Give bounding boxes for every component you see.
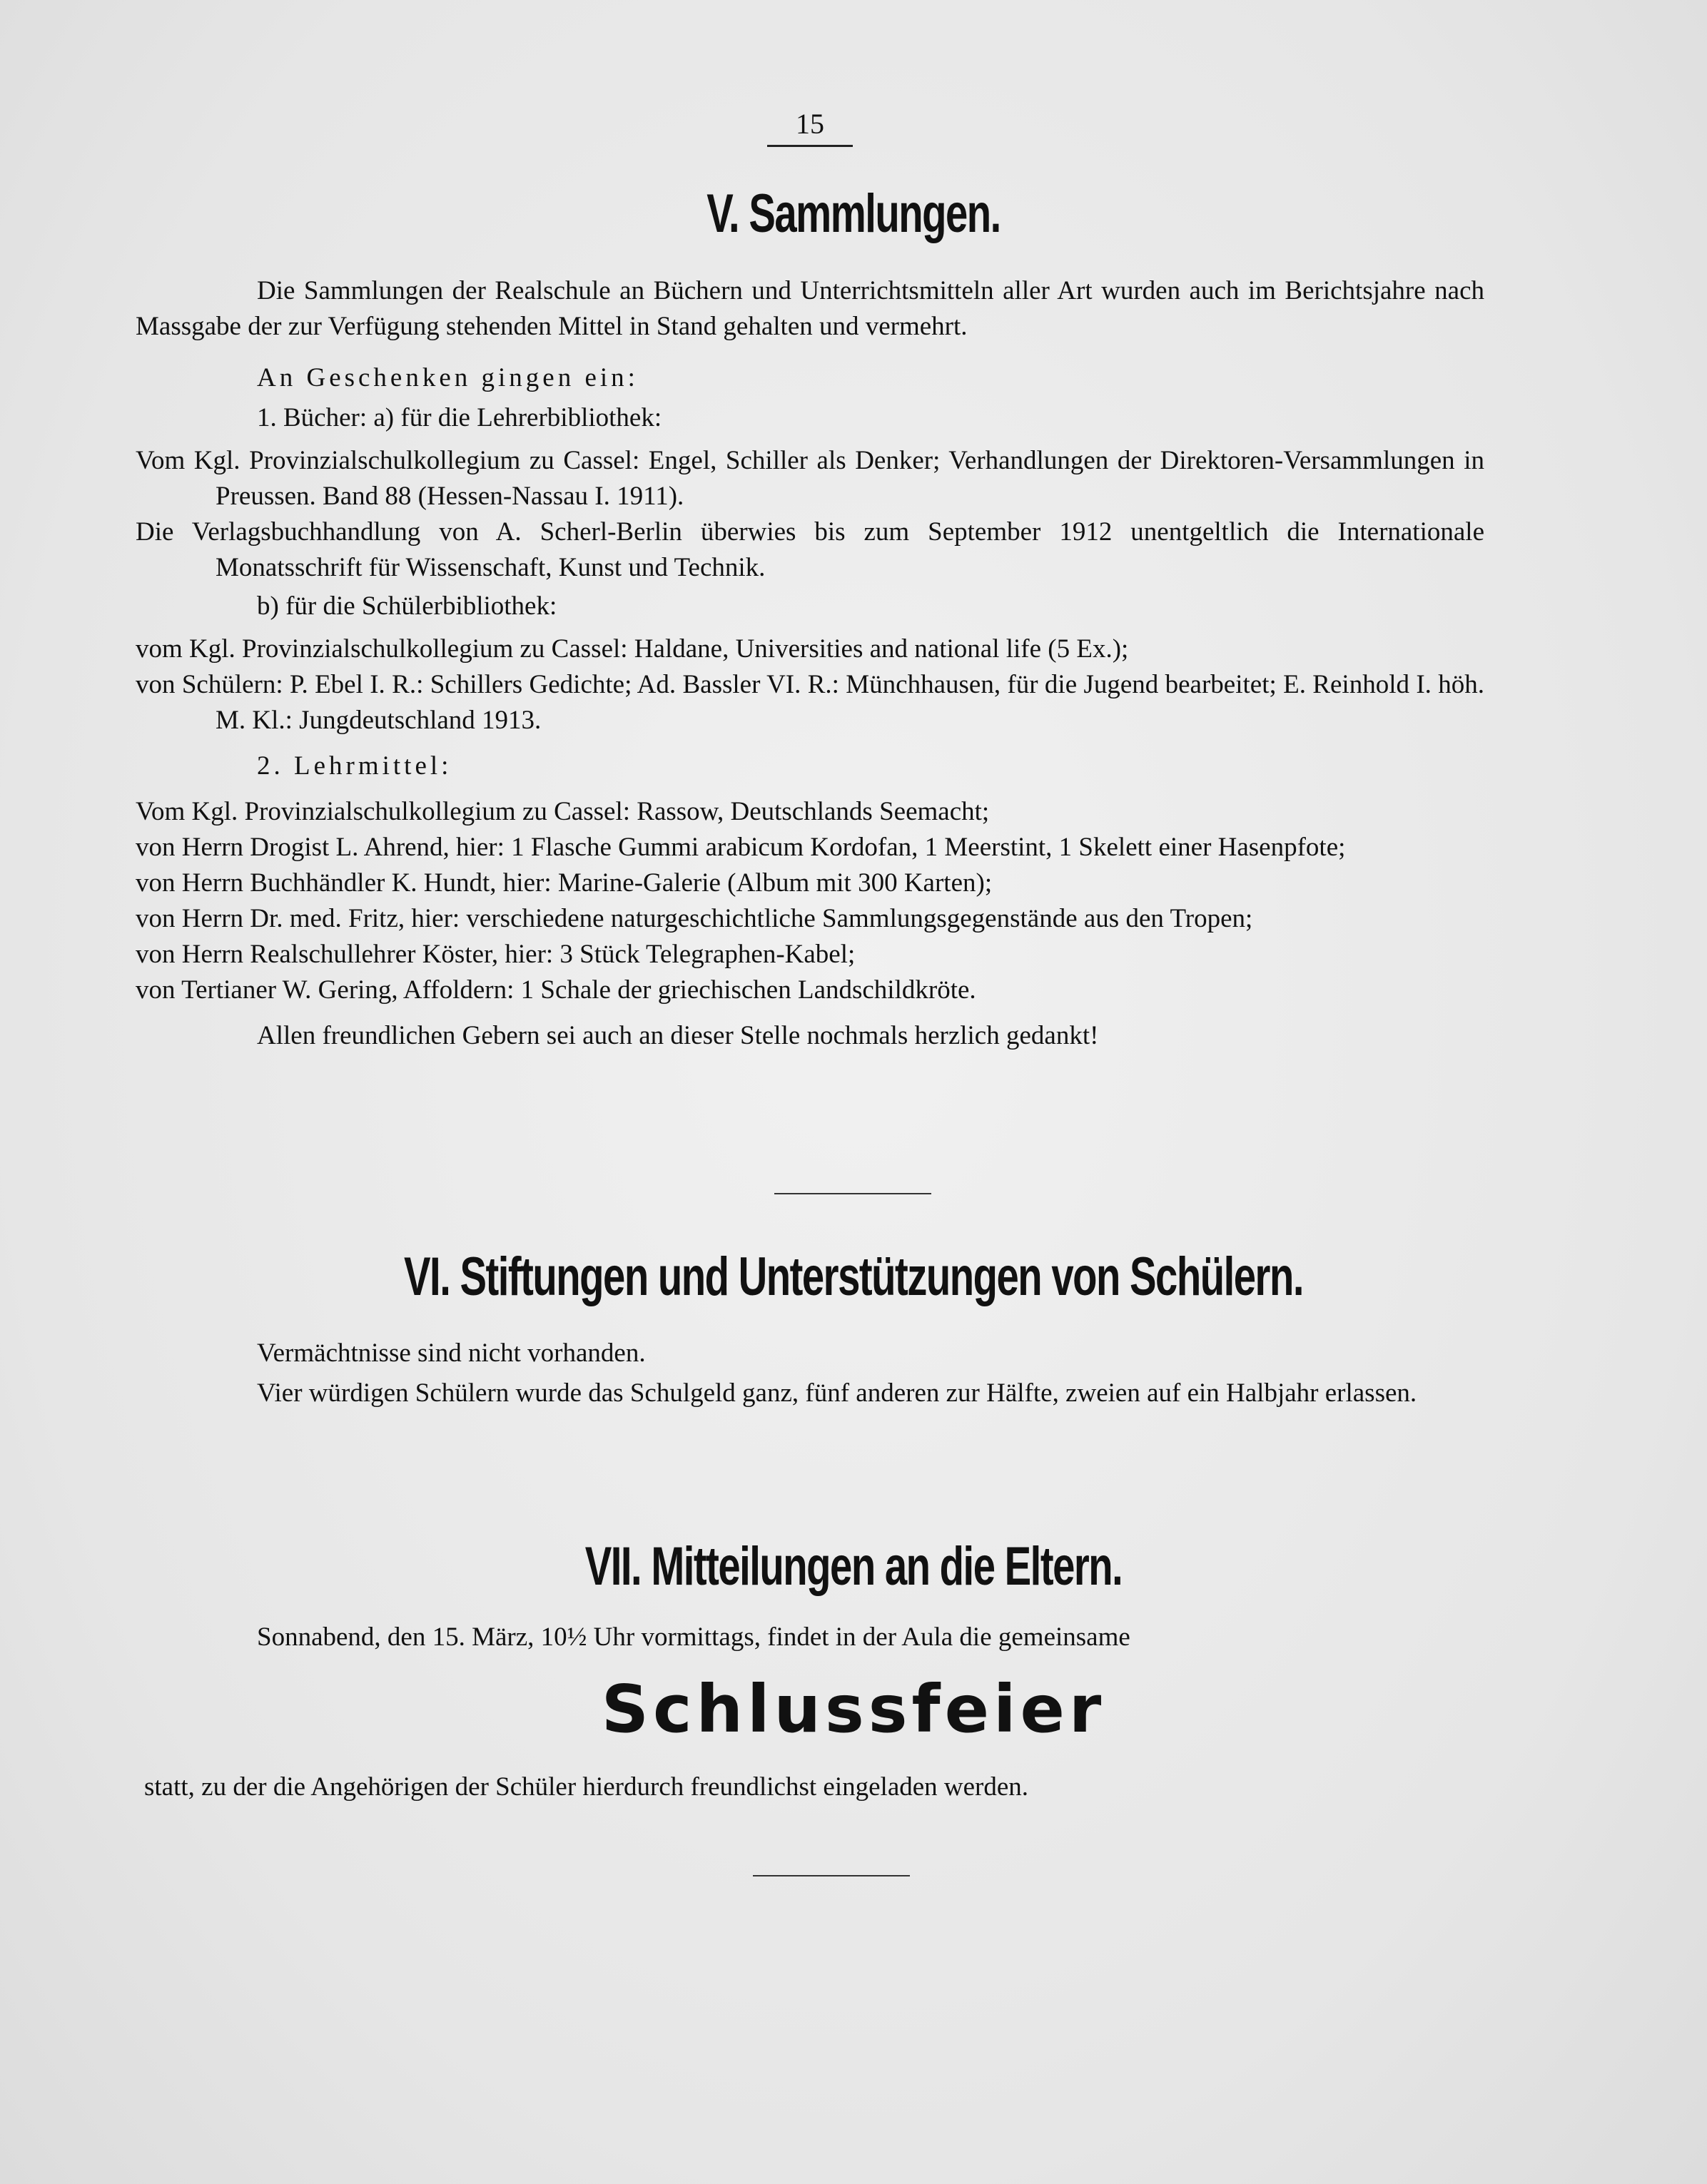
section-v-intro: Die Sammlungen der Realschule an Büchern und Unterrichtsmitteln aller Art wurden auch im Berichtsjahre nach Massgabe der zur Verfügung stehenden Mittel in Stand gehalten und vermehrt. bbox=[136, 276, 1484, 341]
materials-entry: Vom Kgl. Provinzialschulkollegium zu Cassel: Rassow, Deutschlands Seemacht; bbox=[136, 797, 990, 826]
gifts-heading: An Geschenken gingen ein: bbox=[257, 363, 639, 392]
page-number: 15 bbox=[796, 108, 824, 140]
legacies-note: Vermächtnisse sind nicht vorhanden. bbox=[257, 1339, 646, 1368]
section-vii-invitation bbox=[136, 1769, 1484, 1805]
section-v-body bbox=[136, 273, 1484, 1054]
page-number-rule bbox=[767, 145, 853, 147]
pupil-lib-entry: von Schülern: P. Ebel I. R.: Schillers Gedichte; Ad. Bassler VI. R.: Münchhausen, für die Jugend bearbeitet; E. Reinhold I. höh. M. Kl.: Jungdeutschland 1913. bbox=[136, 670, 1484, 735]
materials-entry: von Herrn Dr. med. Fritz, hier: verschiedene naturgeschichtliche Sammlungsgegenstände aus den Tropen; bbox=[136, 904, 1253, 933]
fees-note: Vier würdigen Schülern wurde das Schulgeld ganz, fünf anderen zur Hälfte, zweien auf ein Halbjahr erlassen. bbox=[257, 1378, 1417, 1408]
event-title: Schlussfeier bbox=[601, 1671, 1106, 1747]
books-heading: 1. Bücher: a) für die Lehrerbibliothek: bbox=[257, 403, 662, 432]
section-vii-announcement bbox=[136, 1620, 1484, 1655]
teacher-lib-entry: Die Verlagsbuchhandlung von A. Scherl-Berlin überwies bis zum September 1912 unentgeltlich die Internationale Monatsschrift für Wissenschaft, Kunst und Technik. bbox=[136, 517, 1484, 582]
materials-entry: von Herrn Drogist L. Ahrend, hier: 1 Flasche Gummi arabicum Kordofan, 1 Meerstint, 1 Skelett einer Hasenpfote; bbox=[136, 833, 1346, 862]
thanks-note: Allen freundlichen Gebern sei auch an dieser Stelle nochmals herzlich gedankt! bbox=[257, 1021, 1099, 1050]
end-rule bbox=[753, 1875, 910, 1876]
section-vi-body bbox=[136, 1336, 1484, 1411]
materials-entry: von Herrn Buchhändler K. Hundt, hier: Marine-Galerie (Album mit 300 Karten); bbox=[136, 868, 993, 898]
section-v-title: V. Sammlungen. bbox=[706, 183, 1001, 244]
section-vii-title: VII. Mitteilungen an die Eltern. bbox=[584, 1536, 1123, 1597]
announcement-text: Sonnabend, den 15. März, 10½ Uhr vormittags, findet in der Aula die gemeinsame bbox=[257, 1622, 1130, 1652]
materials-entry: von Tertianer W. Gering, Affoldern: 1 Schale der griechischen Landschildkröte. bbox=[136, 975, 976, 1005]
materials-heading: 2. Lehrmittel: bbox=[257, 751, 452, 781]
invitation-text: statt, zu der die Angehörigen der Schüler hierdurch freundlichst eingeladen werden. bbox=[144, 1772, 1029, 1802]
section-vi-title: VI. Stiftungen und Unterstützungen von Schülern. bbox=[404, 1246, 1303, 1307]
teacher-lib-entry: Vom Kgl. Provinzialschulkollegium zu Cassel: Engel, Schiller als Denker; Verhandlungen der Direktoren-Versammlungen in Preussen. Band 88 (Hessen-Nassau I. 1911). bbox=[136, 446, 1484, 511]
materials-entry: von Herrn Realschullehrer Köster, hier: 3 Stück Telegraphen-Kabel; bbox=[136, 940, 856, 969]
pupil-lib-entry: vom Kgl. Provinzialschulkollegium zu Cassel: Haldane, Universities and national life (5 Ex.); bbox=[136, 634, 1129, 664]
pupil-lib-heading: b) für die Schülerbibliothek: bbox=[257, 591, 557, 621]
section-divider bbox=[774, 1193, 931, 1194]
show-through-text bbox=[143, 214, 149, 241]
